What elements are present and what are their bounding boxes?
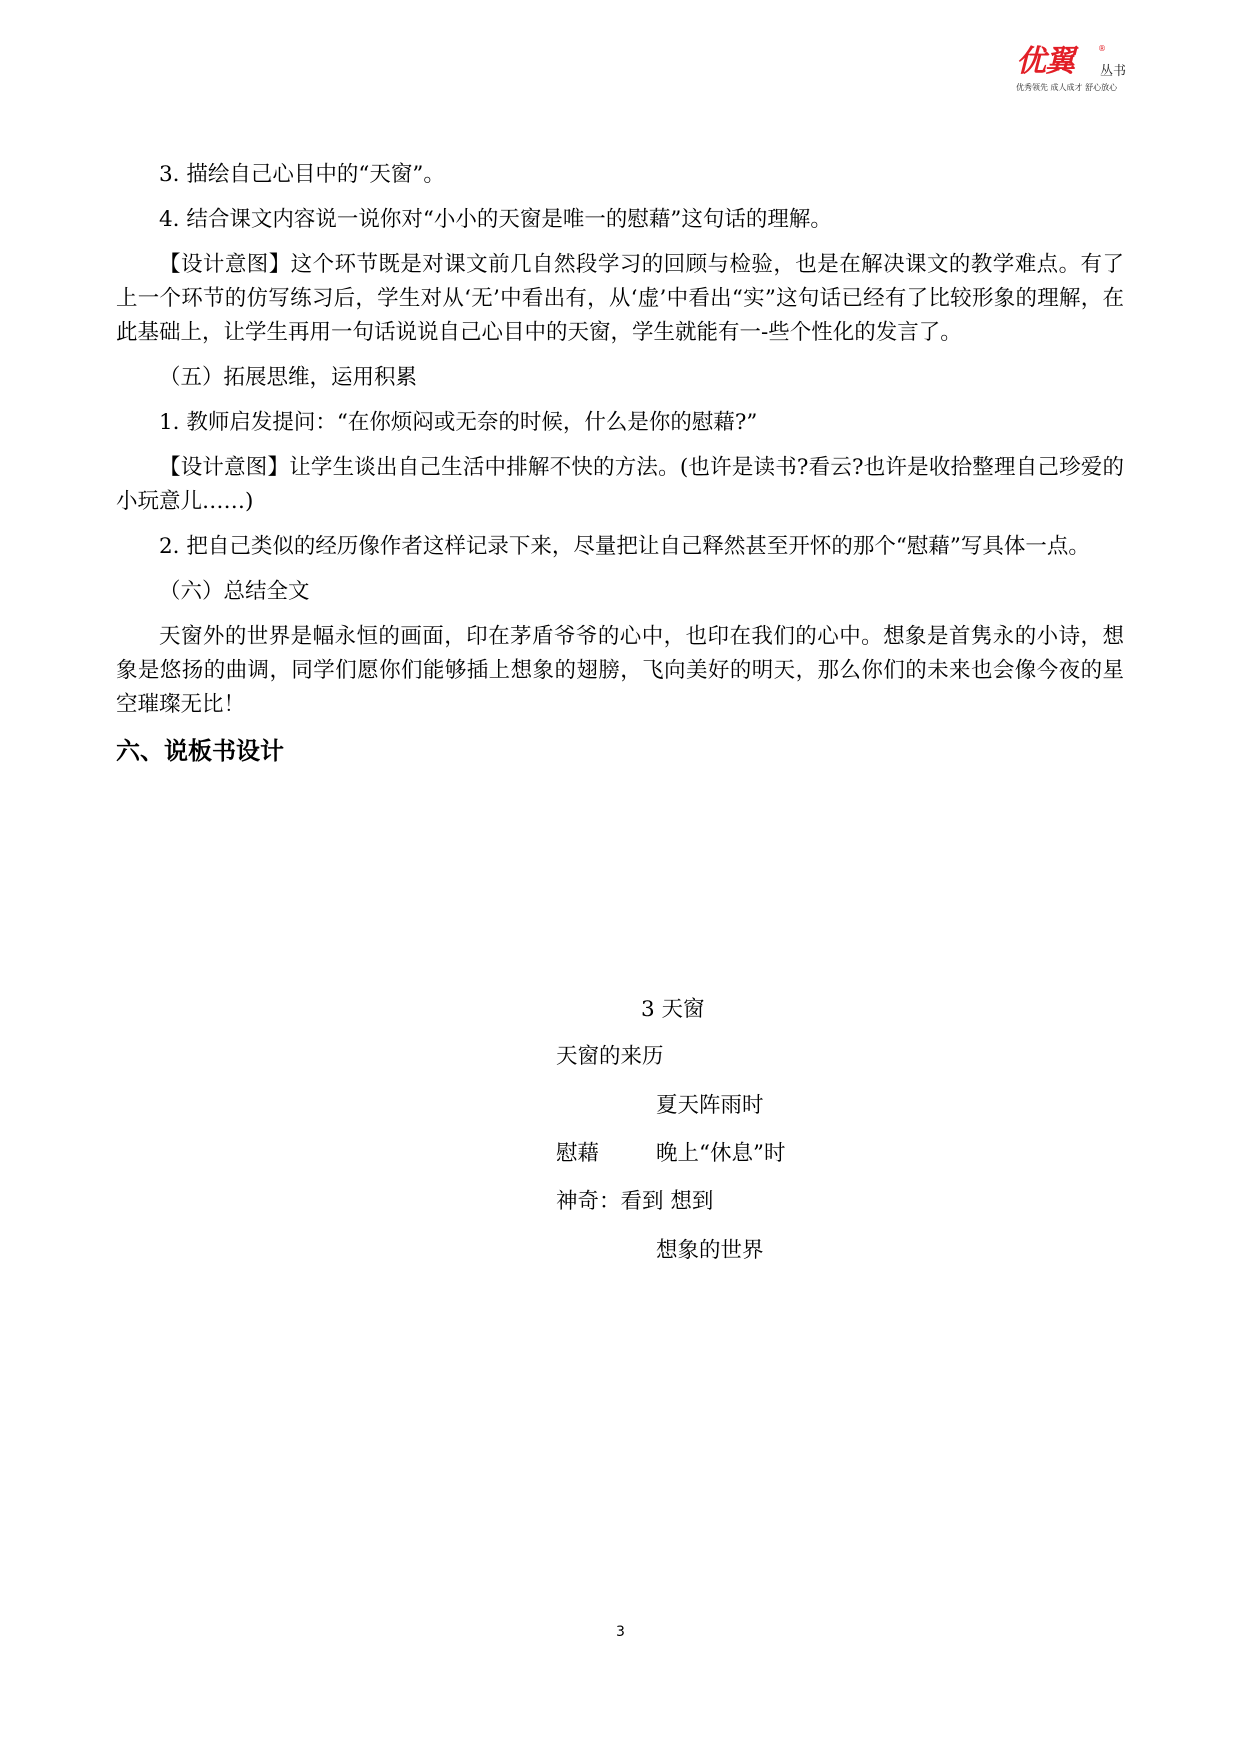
- board-comfort: 慰藉: [556, 1141, 600, 1166]
- logo-series-label: 丛书: [1100, 64, 1127, 79]
- board-night-rest: 晚上“休息”时: [656, 1141, 786, 1166]
- design-intent-paragraph-2: 【设计意图】让学生谈出自己生活中排解不快的方法。(也许是读书?看云?也许是收拾整理自己珍爱的小玩意儿……): [116, 455, 1124, 514]
- brand-logo: [1016, 44, 1140, 94]
- summary-paragraph: 天窗外的世界是幅永恒的画面，印在茅盾爷爷的心中，也印在我们的心中。想象是首隽永的小诗，想象是悠扬的曲调，同学们愿你们能够插上想象的翅膀，飞向美好的明天，那么你们的未来也会像今夜的星空璀璨无比！: [116, 624, 1124, 717]
- logo-mark: 优翼: [1016, 44, 1074, 79]
- subsection-five-heading: （五）拓展思维，运用积累: [159, 365, 418, 390]
- section-heading: 六、说板书设计: [116, 737, 284, 765]
- logo-slogan: 优秀领先 成人成才 舒心放心: [1016, 83, 1118, 92]
- logo-registered-mark: ®: [1098, 44, 1106, 53]
- design-intent-paragraph: 【设计意图】这个环节既是对课文前几自然段学习的回顾与检验，也是在解决课文的教学难点。有了上一个环节的仿写练习后，学生对从‘无’中看出有，从‘虚’中看出“实”这句话已经有了比较形象的理解，在此基础上，让学生再用一句话说说自己心目中的天窗，学生就能有一-些个性化的发言了。: [116, 252, 1124, 345]
- writing-task-paragraph: 2. 把自己类似的经历像作者这样记录下来，尽量把让自己释然甚至开怀的那个“慰藉”写具体一点。: [159, 534, 1090, 559]
- document-body: [116, 158, 1124, 768]
- board-title: 3 天窗: [641, 997, 705, 1022]
- board-origin: 天窗的来历: [556, 1044, 664, 1069]
- paragraph-item-3: 3. 描绘自己心目中的“天窗”。: [159, 162, 445, 187]
- board-summer-rain: 夏天阵雨时: [656, 1093, 764, 1118]
- subsection-six-heading: （六）总结全文: [159, 579, 310, 604]
- paragraph-item-4: 4. 结合课文内容说一说你对“小小的天窗是唯一的慰藉”这句话的理解。: [159, 207, 832, 232]
- board-imagined-world: 想象的世界: [656, 1238, 764, 1263]
- teacher-question-paragraph: 1. 教师启发提问：“在你烦闷或无奈的时候，什么是你的慰藉?”: [159, 410, 758, 435]
- board-magic: 神奇：看到 想到: [556, 1189, 714, 1214]
- page-number: 3: [616, 1624, 625, 1640]
